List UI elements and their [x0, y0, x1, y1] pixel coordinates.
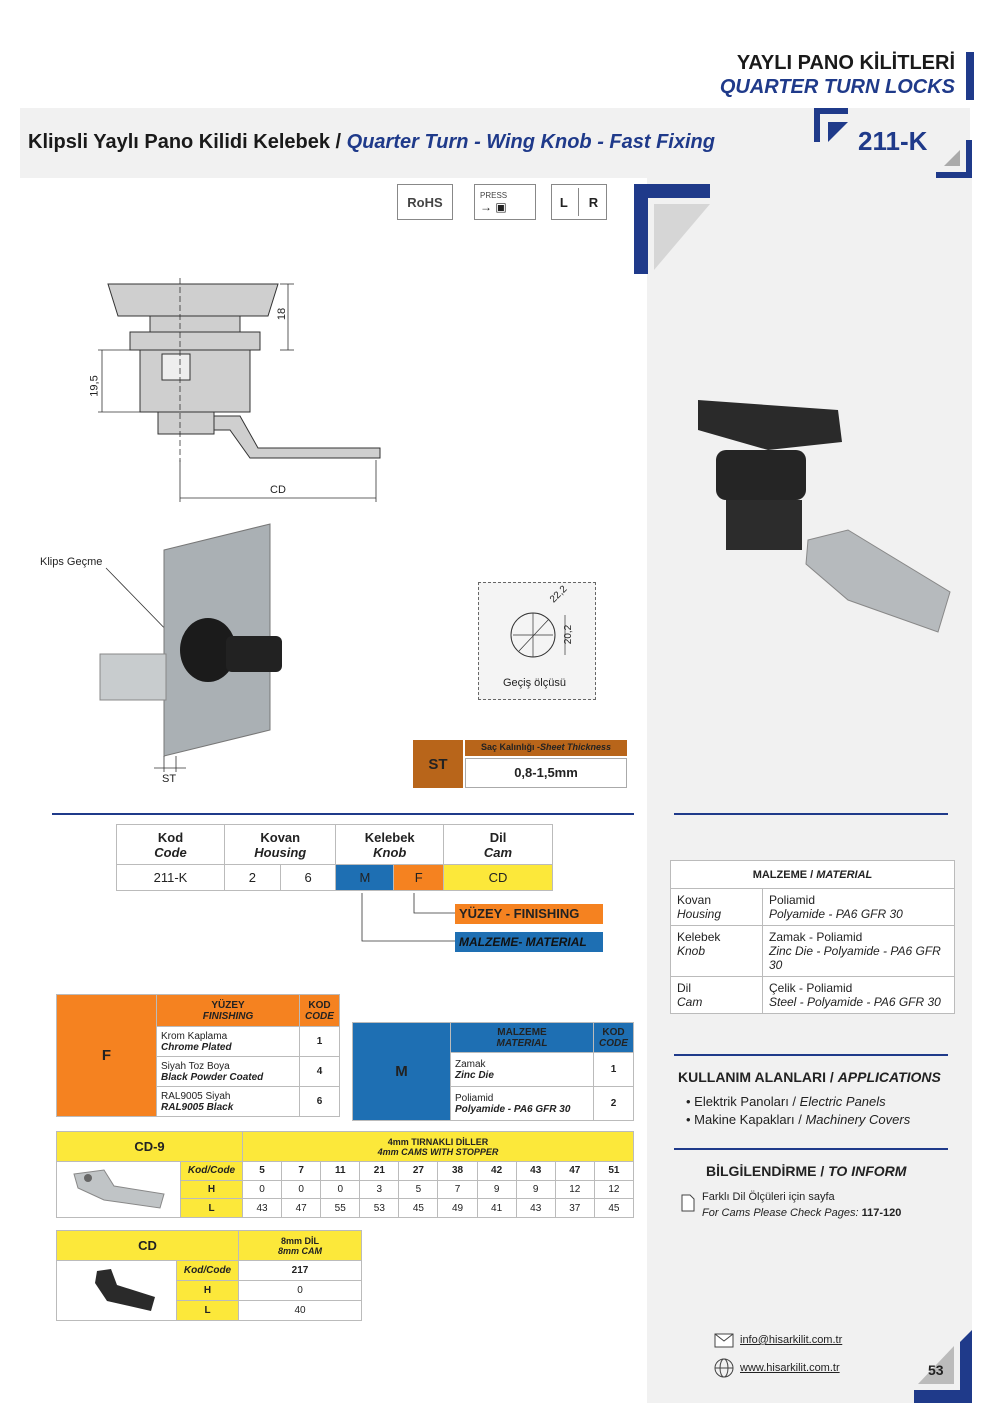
cd-label-code: Kod/Code [177, 1261, 239, 1281]
inform-line2 [702, 1207, 901, 1219]
press-arrow-icon: → ▣ [480, 199, 507, 214]
cd9-label-code: Kod/Code [181, 1162, 243, 1181]
cd9-h: 7 [438, 1180, 477, 1199]
inform-line1: Farklı Dil Ölçüleri için sayfa [702, 1191, 835, 1203]
mp: Dil [677, 981, 691, 995]
sheet-header-tr: Saç Kalınlığı - [480, 742, 540, 752]
finishing-h2 [300, 995, 340, 1027]
mv: Zamak - Poliamid [769, 930, 863, 944]
mr-tr: Poliamid [455, 1092, 494, 1104]
cd9-l: 45 [399, 1199, 438, 1218]
product-title-en: Quarter Turn - Wing Knob - Fast Fixing [346, 131, 715, 153]
cd9-l: 45 [594, 1199, 633, 1218]
cd9-code: 51 [594, 1162, 633, 1181]
mp-en: Housing [677, 907, 722, 921]
app-title: KULLANIM ALANLARI / [678, 1069, 834, 1085]
cd9-h: 12 [555, 1180, 594, 1199]
press-label: PRESS [480, 190, 508, 200]
mh1-en: MATERIAL [496, 1037, 548, 1049]
cd9-h: 0 [282, 1180, 321, 1199]
mr-en: Zinc Die [455, 1069, 494, 1081]
finishing-code: 1 [300, 1027, 340, 1057]
material-cell: M [336, 865, 394, 891]
app-tr: • Elektrik Panoları / [686, 1094, 797, 1109]
cd9-label-l: L [181, 1199, 243, 1218]
material-tag: MALZEME- MATERIAL [455, 932, 603, 952]
finishing-row [157, 1027, 300, 1057]
mr-tr: Zamak [455, 1058, 486, 1070]
inf-l2: For Cams Please Check Pages: [702, 1207, 859, 1219]
mp: Kovan [677, 893, 712, 907]
cd9-code: 7 [282, 1162, 321, 1181]
code-header [117, 825, 225, 865]
code-connector-lines [360, 893, 460, 945]
cam-stopper-icon [64, 1164, 174, 1212]
cd9-code: 21 [360, 1162, 399, 1181]
cd9-h: 3 [360, 1180, 399, 1199]
header-accent-bar [966, 52, 974, 100]
cd9-l: 43 [243, 1199, 282, 1218]
st-label: ST [162, 773, 177, 785]
material-part [671, 926, 763, 977]
mp-en: Knob [677, 944, 706, 958]
cd-h2: 8mm CAM [277, 1245, 322, 1256]
cd9-code: 27 [399, 1162, 438, 1181]
cd-name: CD [57, 1231, 239, 1261]
cd-table [56, 1230, 362, 1321]
left-right-icon [551, 184, 607, 220]
cd-h1: 8mm DİL [280, 1235, 319, 1246]
mv: Çelik - Poliamid [769, 981, 853, 995]
cd9-h: 12 [594, 1180, 633, 1199]
cd-h: 0 [239, 1281, 362, 1301]
cd-label-h: H [177, 1281, 239, 1301]
material-letter: M [353, 1023, 451, 1121]
mv-en: Zinc Die - Polyamide - PA6 GFR 30 [769, 944, 941, 972]
mv-en: Polyamide - PA6 GFR 30 [769, 907, 903, 921]
clip-label: Klips Geçme [40, 556, 103, 568]
material-table [670, 860, 955, 1014]
separator [52, 813, 634, 815]
fh1: YÜZEY [211, 999, 245, 1011]
email-icon [714, 1330, 734, 1348]
mh2-en: CODE [599, 1037, 628, 1049]
material-value [763, 977, 955, 1014]
header-title-en: QUARTER TURN LOCKS [719, 76, 955, 98]
fr-en: Chrome Plated [161, 1041, 232, 1053]
material-value [763, 926, 955, 977]
cd9-h: 0 [321, 1180, 360, 1199]
technical-drawing [80, 270, 390, 510]
cd9-l: 53 [360, 1199, 399, 1218]
fr-tr: RAL9005 Siyah [161, 1090, 231, 1102]
knob-header [336, 825, 444, 865]
fr-tr: Krom Kaplama [161, 1030, 228, 1042]
rohs-icon [397, 184, 453, 220]
cd-l: 40 [239, 1301, 362, 1321]
cd9-h1: 4mm TIRNAKLI DİLLER [387, 1136, 489, 1147]
housing-header [225, 825, 336, 865]
cd9-name: CD-9 [57, 1132, 243, 1162]
housing-cell: 2 [225, 865, 281, 891]
separator [674, 1054, 948, 1056]
h-housing: Housing [254, 844, 307, 860]
h-kelebek: Kelebek [364, 829, 415, 845]
finishing-row [157, 1087, 300, 1117]
page-number: 53 [928, 1362, 944, 1378]
mt-title-en: MATERIAL [816, 868, 873, 881]
application-item [686, 1112, 910, 1127]
cutout-label: Geçiş ölçüsü [503, 677, 566, 689]
panel-corner-icon [634, 184, 714, 276]
mh1: MALZEME [497, 1026, 547, 1038]
corner-decoration-icon [814, 108, 854, 148]
finishing-code: 6 [300, 1087, 340, 1117]
cam-cell: CD [444, 865, 553, 891]
mp-en: Cam [677, 995, 703, 1009]
finishing-code: 4 [300, 1057, 340, 1087]
cd9-l: 43 [516, 1199, 555, 1218]
mr-en: Polyamide - PA6 GFR 30 [455, 1103, 571, 1115]
material-part [671, 889, 763, 926]
fr-en: Black Powder Coated [161, 1071, 264, 1083]
product-title [28, 131, 715, 154]
product-photo [688, 380, 958, 640]
fh2-en: CODE [305, 1010, 334, 1022]
cd-image [57, 1261, 177, 1321]
mv: Poliamid [769, 893, 816, 907]
cd9-l: 47 [282, 1199, 321, 1218]
mv-en: Steel - Polyamide - PA6 GFR 30 [769, 995, 941, 1009]
material-value [763, 889, 955, 926]
corner-decoration-icon [936, 140, 972, 178]
h-kovan: Kovan [260, 829, 301, 845]
inf-title-en: TO INFORM [828, 1163, 907, 1179]
fr-tr: Siyah Toz Boya [161, 1060, 230, 1072]
cd9-l: 37 [555, 1199, 594, 1218]
app-en: Electric Panels [799, 1094, 886, 1109]
app-tr: • Makine Kapakları / [686, 1112, 802, 1127]
fh1-en: FINISHING [202, 1010, 254, 1022]
applications-title [678, 1069, 941, 1085]
dim-18: 18 [276, 307, 289, 321]
press-icon [474, 184, 536, 220]
product-code: 211-K [858, 126, 928, 156]
mounting-illustration [96, 520, 286, 780]
cd9-h: 5 [399, 1180, 438, 1199]
separator [674, 813, 948, 815]
rohs-label: RoHS [407, 194, 443, 210]
material-code: 1 [594, 1053, 634, 1087]
material-row [451, 1087, 594, 1121]
separator [674, 1148, 948, 1150]
email-link[interactable]: info@hisarkilit.com.tr [740, 1334, 843, 1346]
lr-right: R [588, 194, 599, 210]
material-row [451, 1053, 594, 1087]
cd9-h2: 4mm CAMS WITH STOPPER [377, 1146, 499, 1157]
material-h2 [594, 1023, 634, 1053]
material-code: 2 [594, 1087, 634, 1121]
h-code: Code [154, 844, 187, 860]
app-en: Machinery Covers [805, 1112, 911, 1127]
lr-divider [578, 188, 579, 216]
lr-left: L [559, 194, 568, 210]
inf-title: BİLGİLENDİRME / [706, 1163, 825, 1179]
cd9-code: 42 [477, 1162, 516, 1181]
cam-icon [67, 1263, 167, 1315]
sheet-header-en: Sheet Thickness [539, 742, 612, 752]
document-icon [681, 1194, 695, 1212]
cd9-h: 9 [477, 1180, 516, 1199]
code-cell: 211-K [117, 865, 225, 891]
cam-header [444, 825, 553, 865]
sheet-code: ST [413, 740, 463, 788]
cd9-image [57, 1162, 181, 1218]
cutout-22-2: 22,2 [547, 583, 570, 606]
mh2: KOD [602, 1026, 625, 1038]
inform-title [706, 1163, 906, 1179]
cd9-code: 11 [321, 1162, 360, 1181]
cd9-table [56, 1131, 634, 1218]
cd9-l: 41 [477, 1199, 516, 1218]
cd9-header [243, 1132, 634, 1162]
sheet-value: 0,8-1,5mm [465, 758, 627, 788]
application-item [686, 1094, 886, 1109]
product-title-tr: Klipsli Yaylı Pano Kilidi Kelebek / [28, 131, 342, 153]
finishing-letter: F [57, 995, 157, 1117]
fh2: KOD [308, 999, 331, 1011]
header-title-tr: YAYLI PANO KİLİTLERİ [736, 52, 955, 74]
cutout-20-2: 20,2 [563, 624, 575, 645]
material-code-table [352, 1022, 634, 1121]
finishing-tag: YÜZEY - FINISHING [455, 904, 603, 924]
h-kod: Kod [157, 829, 184, 845]
mp: Kelebek [677, 930, 721, 944]
housing-cell: 6 [280, 865, 336, 891]
cd9-h: 9 [516, 1180, 555, 1199]
h-dil: Dil [489, 829, 507, 845]
material-title [671, 861, 955, 889]
cd9-code: 38 [438, 1162, 477, 1181]
material-h1 [451, 1023, 594, 1053]
cd-code: 217 [239, 1261, 362, 1281]
cd-header [239, 1231, 362, 1261]
finishing-table [56, 994, 340, 1117]
inf-pages: 117-120 [861, 1207, 902, 1219]
right-panel [647, 178, 972, 1403]
cd9-code: 5 [243, 1162, 282, 1181]
web-link[interactable]: www.hisarkilit.com.tr [740, 1362, 840, 1374]
h-cam: Cam [483, 844, 513, 860]
cd9-l: 49 [438, 1199, 477, 1218]
dim-cd: CD [270, 484, 286, 496]
material-part [671, 977, 763, 1014]
code-table [116, 824, 553, 891]
finishing-cell: F [394, 865, 444, 891]
finishing-h1 [157, 995, 300, 1027]
cd-label-l: L [177, 1301, 239, 1321]
cd9-h: 0 [243, 1180, 282, 1199]
cutout-box [478, 582, 596, 700]
globe-icon [714, 1358, 734, 1378]
sheet-header [465, 740, 627, 756]
cd9-code: 47 [555, 1162, 594, 1181]
cd9-label-h: H [181, 1180, 243, 1199]
cd9-code: 43 [516, 1162, 555, 1181]
mt-title: MALZEME / [752, 868, 814, 881]
h-knob: Knob [373, 844, 407, 860]
app-title-en: APPLICATIONS [837, 1069, 941, 1085]
cd9-l: 55 [321, 1199, 360, 1218]
fr-en: RAL9005 Black [161, 1101, 234, 1113]
dim-19-5: 19,5 [88, 375, 101, 397]
finishing-row [157, 1057, 300, 1087]
